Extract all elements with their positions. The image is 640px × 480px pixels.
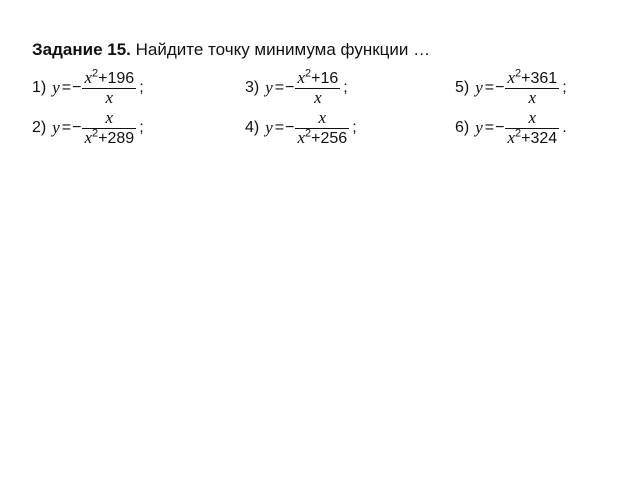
denominator-variable: x: [297, 127, 306, 147]
fraction: [295, 109, 349, 148]
minus-sign: −: [72, 79, 82, 96]
function-variable: y: [475, 118, 483, 137]
problem-number: 6): [455, 119, 470, 136]
numerator-variable: x: [507, 67, 516, 87]
denominator-variable: x: [507, 127, 516, 147]
denominator-constant: +289: [98, 129, 135, 147]
problem-number: 3): [245, 79, 260, 96]
problem-number: 4): [245, 119, 260, 136]
punctuation: ;: [562, 79, 567, 96]
denominator: [82, 129, 136, 148]
function-variable: y: [52, 78, 60, 97]
function-variable: y: [475, 78, 483, 97]
fraction: [505, 69, 559, 108]
punctuation: ;: [139, 119, 144, 136]
minus-sign: −: [495, 79, 505, 96]
numerator-constant: +16: [311, 69, 339, 87]
problem-number: 1): [32, 79, 47, 96]
minus-sign: −: [72, 119, 82, 136]
denominator-variable: x: [105, 87, 114, 107]
minus-sign: −: [285, 119, 295, 136]
punctuation: ;: [343, 79, 348, 96]
minus-sign: −: [285, 79, 295, 96]
numerator-constant: +361: [521, 69, 558, 87]
numerator: [505, 69, 559, 88]
numerator: [82, 69, 136, 88]
problem-number: 5): [455, 79, 470, 96]
denominator: [295, 129, 349, 148]
numerator: [317, 109, 329, 128]
punctuation: .: [562, 119, 567, 136]
denominator-constant: +256: [311, 129, 348, 147]
minus-sign: −: [495, 119, 505, 136]
numerator: [295, 69, 340, 88]
numerator-exponent: 2: [92, 67, 99, 80]
equals-sign: =: [274, 79, 285, 96]
numerator-exponent: 2: [305, 67, 312, 80]
numerator-exponent: 2: [515, 67, 522, 80]
numerator-constant: +196: [98, 69, 135, 87]
denominator-variable: x: [528, 87, 537, 107]
fraction: [82, 109, 136, 148]
task-text: Найдите точку минимума функции …: [135, 40, 431, 59]
equals-sign: =: [61, 119, 72, 136]
equals-sign: =: [484, 119, 495, 136]
task-label: Задание 15.: [32, 40, 131, 59]
punctuation: ;: [139, 79, 144, 96]
equals-sign: =: [61, 79, 72, 96]
denominator-exponent: 2: [515, 127, 522, 140]
numerator-variable: x: [84, 67, 93, 87]
numerator-variable: x: [318, 107, 327, 127]
numerator-variable: x: [105, 107, 114, 127]
function-variable: y: [265, 78, 273, 97]
denominator: [505, 129, 559, 148]
problem-4: [245, 104, 357, 152]
numerator-variable: x: [528, 107, 537, 127]
problem-number: 2): [32, 119, 47, 136]
problem-6: [455, 104, 567, 152]
punctuation: ;: [352, 119, 357, 136]
numerator: [104, 109, 116, 128]
task-heading: [32, 40, 430, 60]
equals-sign: =: [274, 119, 285, 136]
numerator-variable: x: [297, 67, 306, 87]
denominator-constant: +324: [521, 129, 558, 147]
denominator-exponent: 2: [92, 127, 99, 140]
function-variable: y: [265, 118, 273, 137]
denominator-exponent: 2: [305, 127, 312, 140]
fraction: [505, 109, 559, 148]
fraction: [295, 69, 340, 108]
denominator-variable: x: [84, 127, 93, 147]
denominator-variable: x: [314, 87, 322, 107]
problem-2: [32, 104, 144, 152]
function-variable: y: [52, 118, 60, 137]
numerator: [527, 109, 539, 128]
equals-sign: =: [484, 79, 495, 96]
fraction: [82, 69, 136, 108]
